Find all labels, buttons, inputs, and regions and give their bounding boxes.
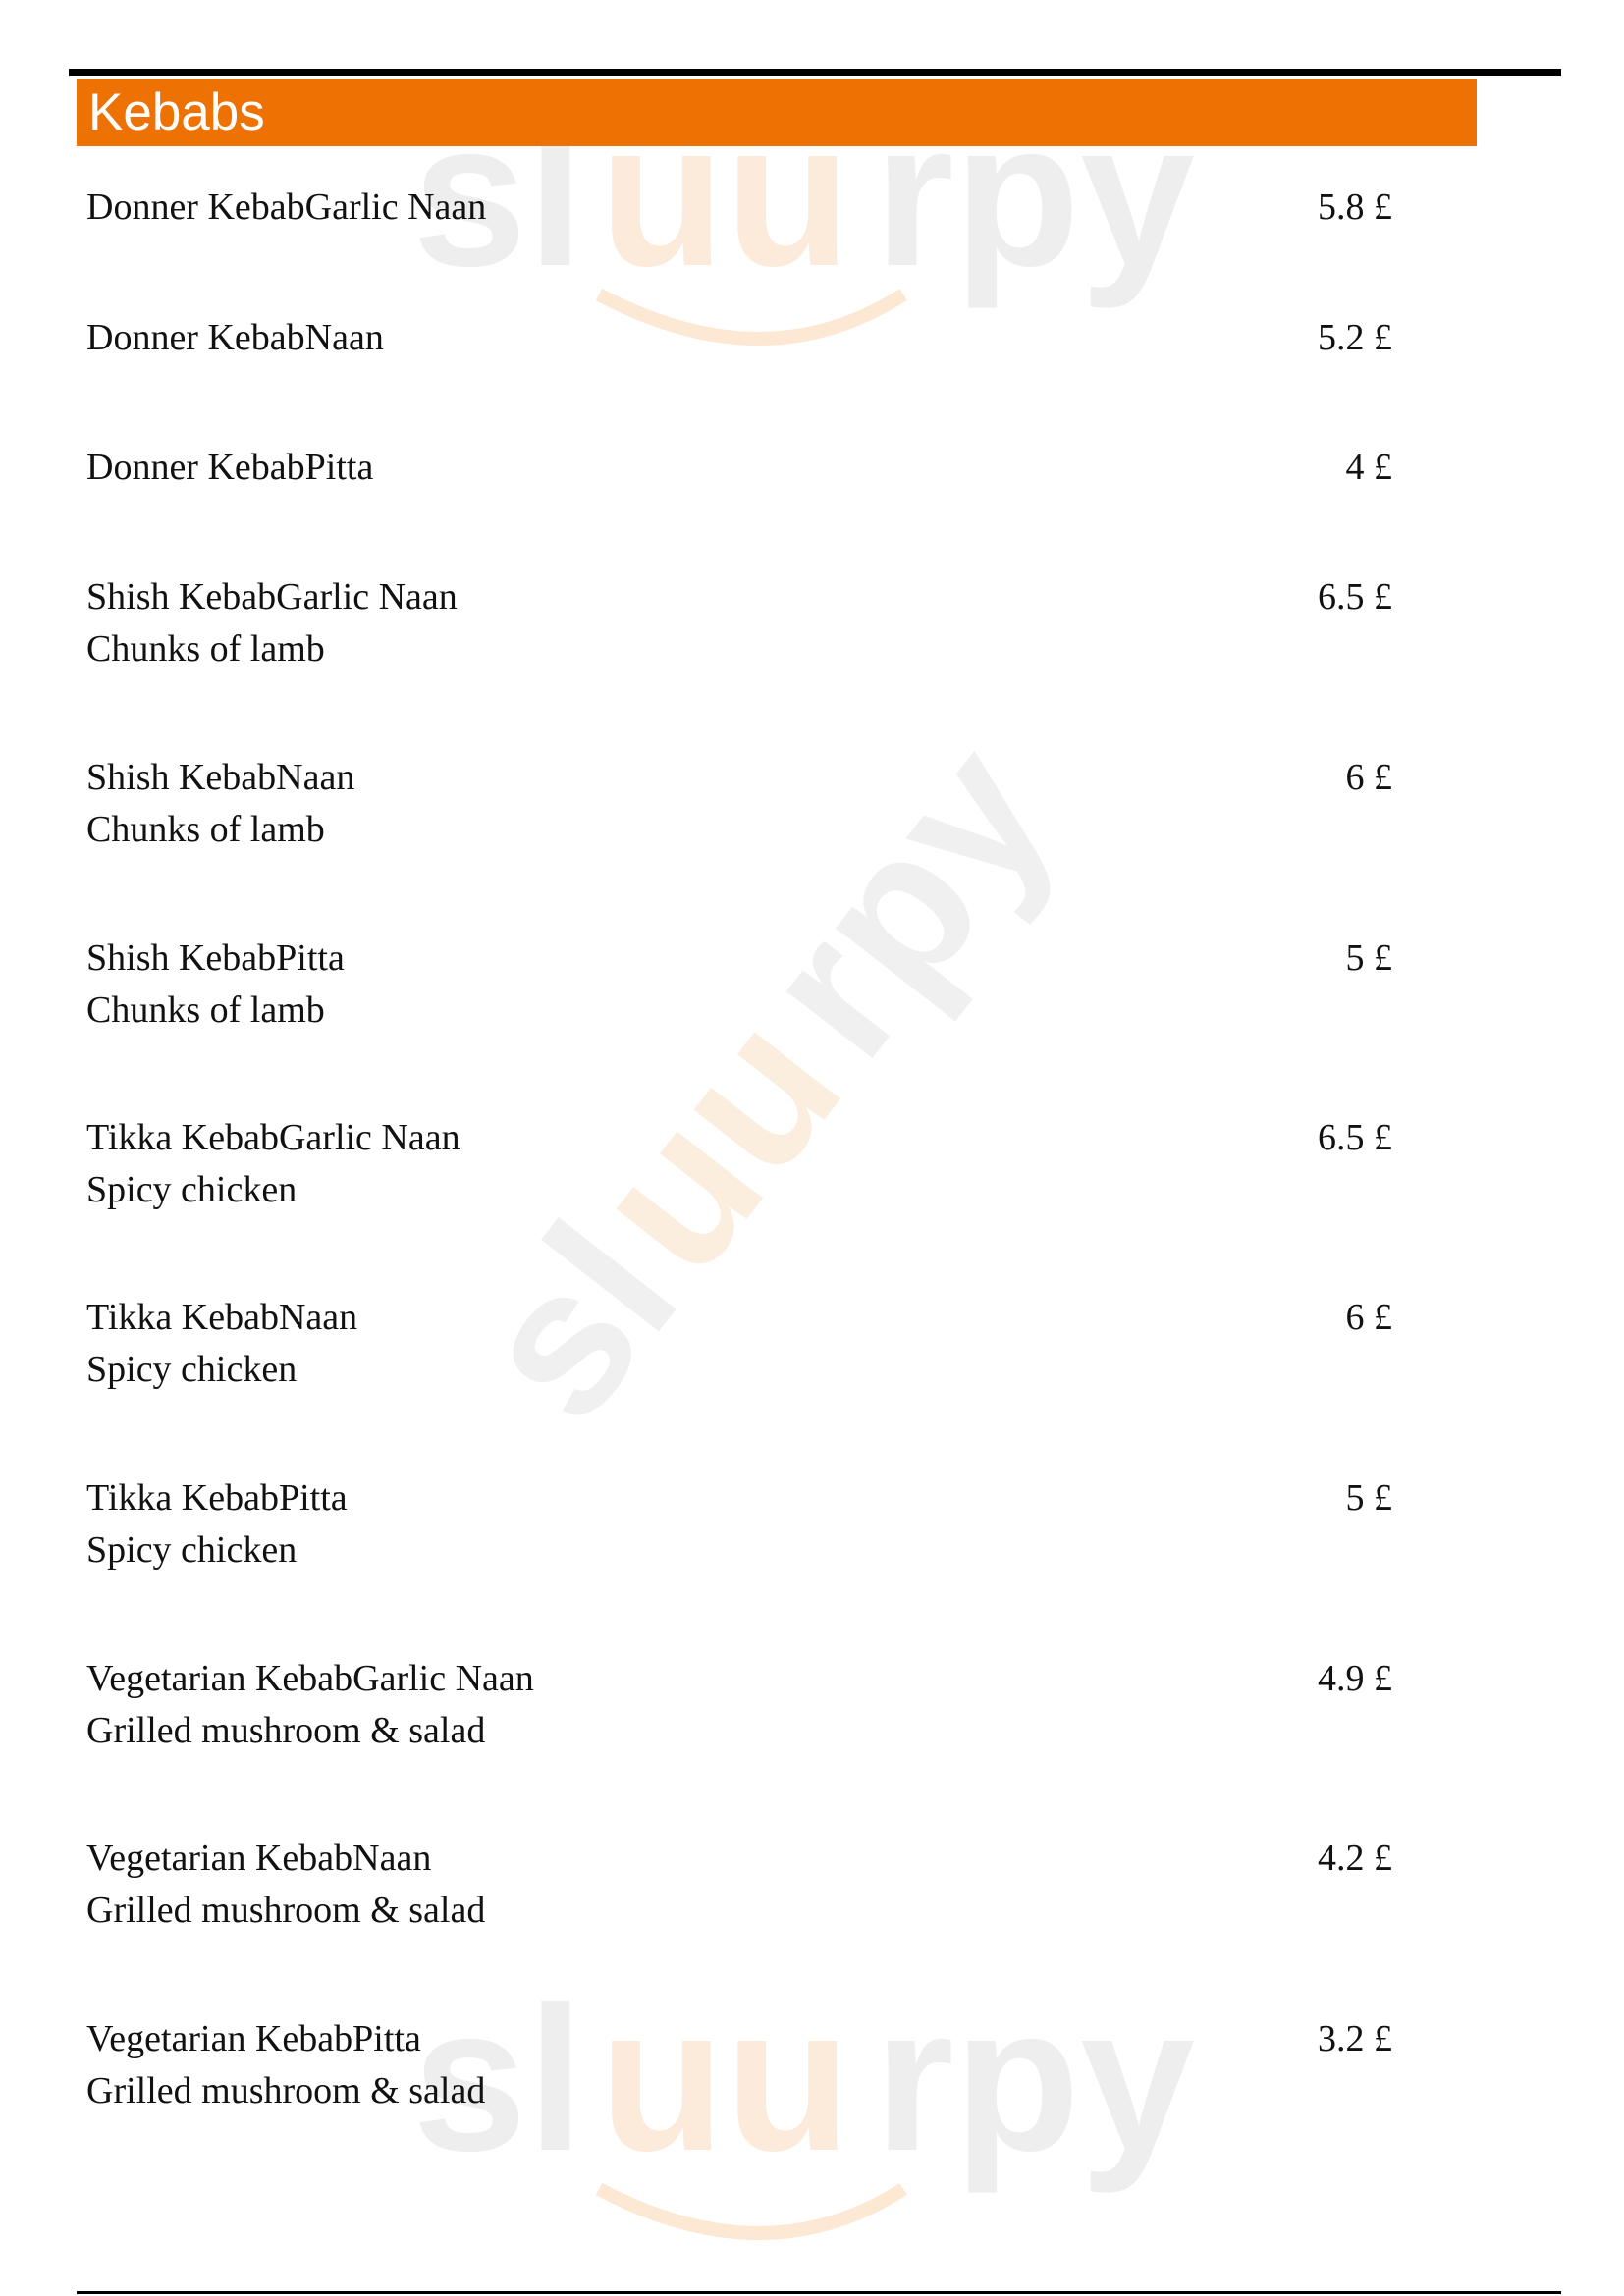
svg-text:uu: uu bbox=[599, 79, 851, 309]
item-name: Shish KebabPitta bbox=[86, 937, 345, 979]
item-name: Donner KebabGarlic Naan bbox=[86, 187, 487, 228]
menu-item bbox=[86, 1472, 1392, 1576]
item-description: Spicy chicken bbox=[86, 1349, 298, 1390]
item-name: Tikka KebabGarlic Naan bbox=[86, 1117, 460, 1158]
item-price: 4.9 £ bbox=[1318, 1658, 1392, 1699]
item-description: Spicy chicken bbox=[86, 1169, 298, 1210]
item-name: Tikka KebabNaan bbox=[86, 1297, 358, 1338]
svg-text:sl: sl bbox=[412, 1963, 585, 2194]
svg-text:rpy: rpy bbox=[874, 79, 1195, 309]
item-price: 6 £ bbox=[1345, 1297, 1392, 1338]
bottom-rule bbox=[77, 2291, 1561, 2294]
menu-item bbox=[86, 312, 1392, 364]
item-name: Shish KebabGarlic Naan bbox=[86, 576, 458, 617]
item-description: Spicy chicken bbox=[86, 1529, 298, 1571]
item-price: 5 £ bbox=[1345, 937, 1392, 979]
item-price: 4 £ bbox=[1345, 447, 1392, 488]
menu-item bbox=[86, 2013, 1392, 2117]
svg-text:rpy: rpy bbox=[716, 702, 1097, 1097]
section-header-kebabs: Kebabs bbox=[77, 79, 1477, 146]
item-name: Vegetarian KebabPitta bbox=[86, 2018, 421, 2059]
svg-text:uu: uu bbox=[547, 973, 885, 1313]
item-description: Grilled mushroom & salad bbox=[86, 1890, 486, 1931]
item-price: 6.5 £ bbox=[1318, 576, 1392, 617]
menu-item bbox=[86, 1112, 1392, 1216]
svg-text:uu: uu bbox=[599, 1963, 851, 2194]
svg-text:sl: sl bbox=[432, 1183, 721, 1461]
item-price: 6 £ bbox=[1345, 757, 1392, 798]
menu-item bbox=[86, 182, 1392, 234]
menu-item bbox=[86, 933, 1392, 1037]
item-description: Chunks of lamb bbox=[86, 628, 325, 669]
menu-item bbox=[86, 1833, 1392, 1937]
item-description: Grilled mushroom & salad bbox=[86, 2070, 486, 2111]
item-price: 6.5 £ bbox=[1318, 1117, 1392, 1158]
menu-item bbox=[86, 571, 1392, 675]
item-name: Donner KebabPitta bbox=[86, 447, 374, 488]
item-price: 4.2 £ bbox=[1318, 1838, 1392, 1879]
menu-item bbox=[86, 1292, 1392, 1396]
menu-item bbox=[86, 1653, 1392, 1757]
item-price: 5.8 £ bbox=[1318, 187, 1392, 228]
item-description: Chunks of lamb bbox=[86, 989, 325, 1031]
item-name: Tikka KebabPitta bbox=[86, 1477, 348, 1519]
item-name: Donner KebabNaan bbox=[86, 317, 384, 358]
item-description: Chunks of lamb bbox=[86, 809, 325, 850]
item-price: 3.2 £ bbox=[1318, 2018, 1392, 2059]
menu-item bbox=[86, 752, 1392, 856]
menu-item bbox=[86, 442, 1392, 494]
item-price: 5 £ bbox=[1345, 1477, 1392, 1519]
item-description: Grilled mushroom & salad bbox=[86, 1710, 486, 1751]
item-name: Vegetarian KebabNaan bbox=[86, 1838, 432, 1879]
item-price: 5.2 £ bbox=[1318, 317, 1392, 358]
svg-text:rpy: rpy bbox=[874, 1963, 1195, 2194]
svg-text:sl: sl bbox=[412, 79, 585, 309]
item-name: Vegetarian KebabGarlic Naan bbox=[86, 1658, 534, 1699]
item-name: Shish KebabNaan bbox=[86, 757, 355, 798]
